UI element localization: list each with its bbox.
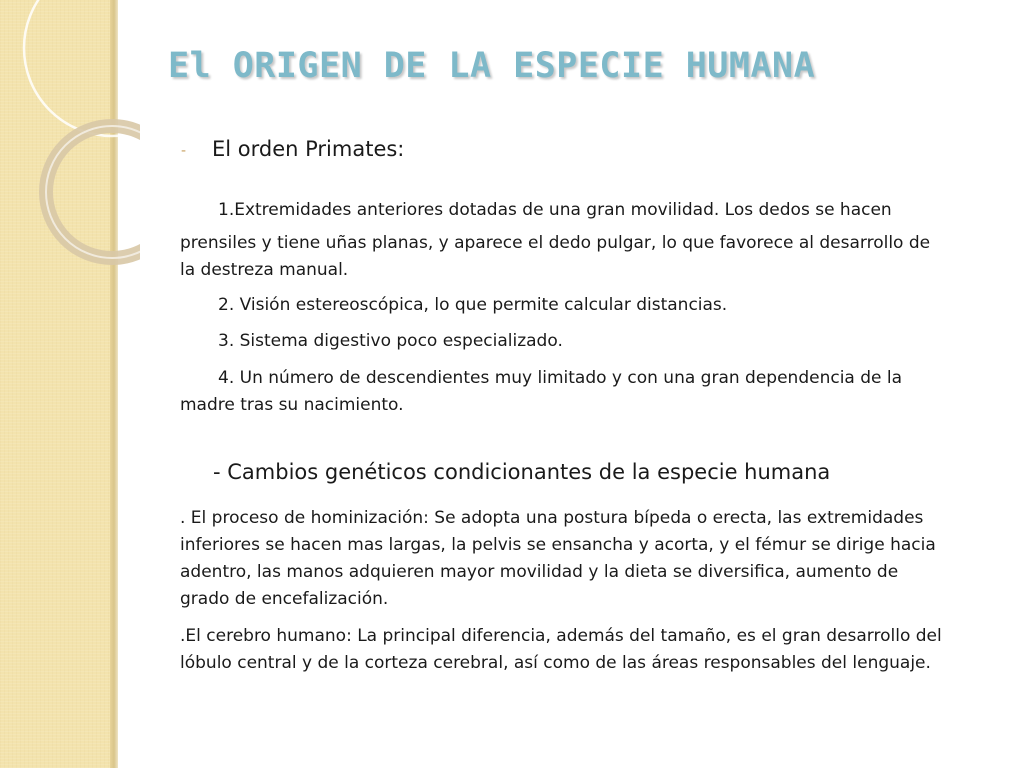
primates-item-3: 3. Sistema digestivo poco especializado. [218,331,563,351]
primates-item-4-line-1: 4. Un número de descendientes muy limitado y con una gran dependencia de la [218,368,903,388]
primates-item-2: 2. Visión estereoscópica, lo que permite calcular distancias. [218,295,728,315]
bullet-dash: - [181,143,187,159]
primates-item-4-line-2: madre tras su nacimiento. [180,395,404,415]
slide-title: El ORIGEN DE LA ESPECIE HUMANA [168,46,816,86]
primates-item-1-line-1: 1.Extremidades anteriores dotadas de una gran movilidad. Los dedos se hacen [218,200,892,220]
section-heading-cambios: - Cambios genéticos condicionantes de la especie humana [213,460,831,484]
primates-item-1-line-3: la destreza manual. [180,260,349,280]
hominizacion-line-3: adentro, las manos adquieren mayor movilidad y la dieta se diversifica, aumento de [180,562,899,582]
primates-item-1-line-2: prensiles y tiene uñas planas, y aparece el dedo pulgar, lo que favorece al desarrollo de [180,233,931,253]
decorative-circles [0,0,140,300]
hominizacion-line-4: grado de encefalización. [180,589,389,609]
hominizacion-line-1: . El proceso de hominización: Se adopta una postura bípeda o erecta, las extremidades [180,508,924,528]
hominizacion-line-2: inferiores se hacen mas largas, la pelvis se ensancha y acorta, y el fémur se dirige hacia [180,535,936,555]
cerebro-line-2: lóbulo central y de la corteza cerebral, así como de las áreas responsables del lenguaje. [180,653,931,673]
cerebro-line-1: .El cerebro humano: La principal diferencia, además del tamaño, es el gran desarrollo del [180,626,942,646]
section-heading-primates: El orden Primates: [212,137,405,161]
